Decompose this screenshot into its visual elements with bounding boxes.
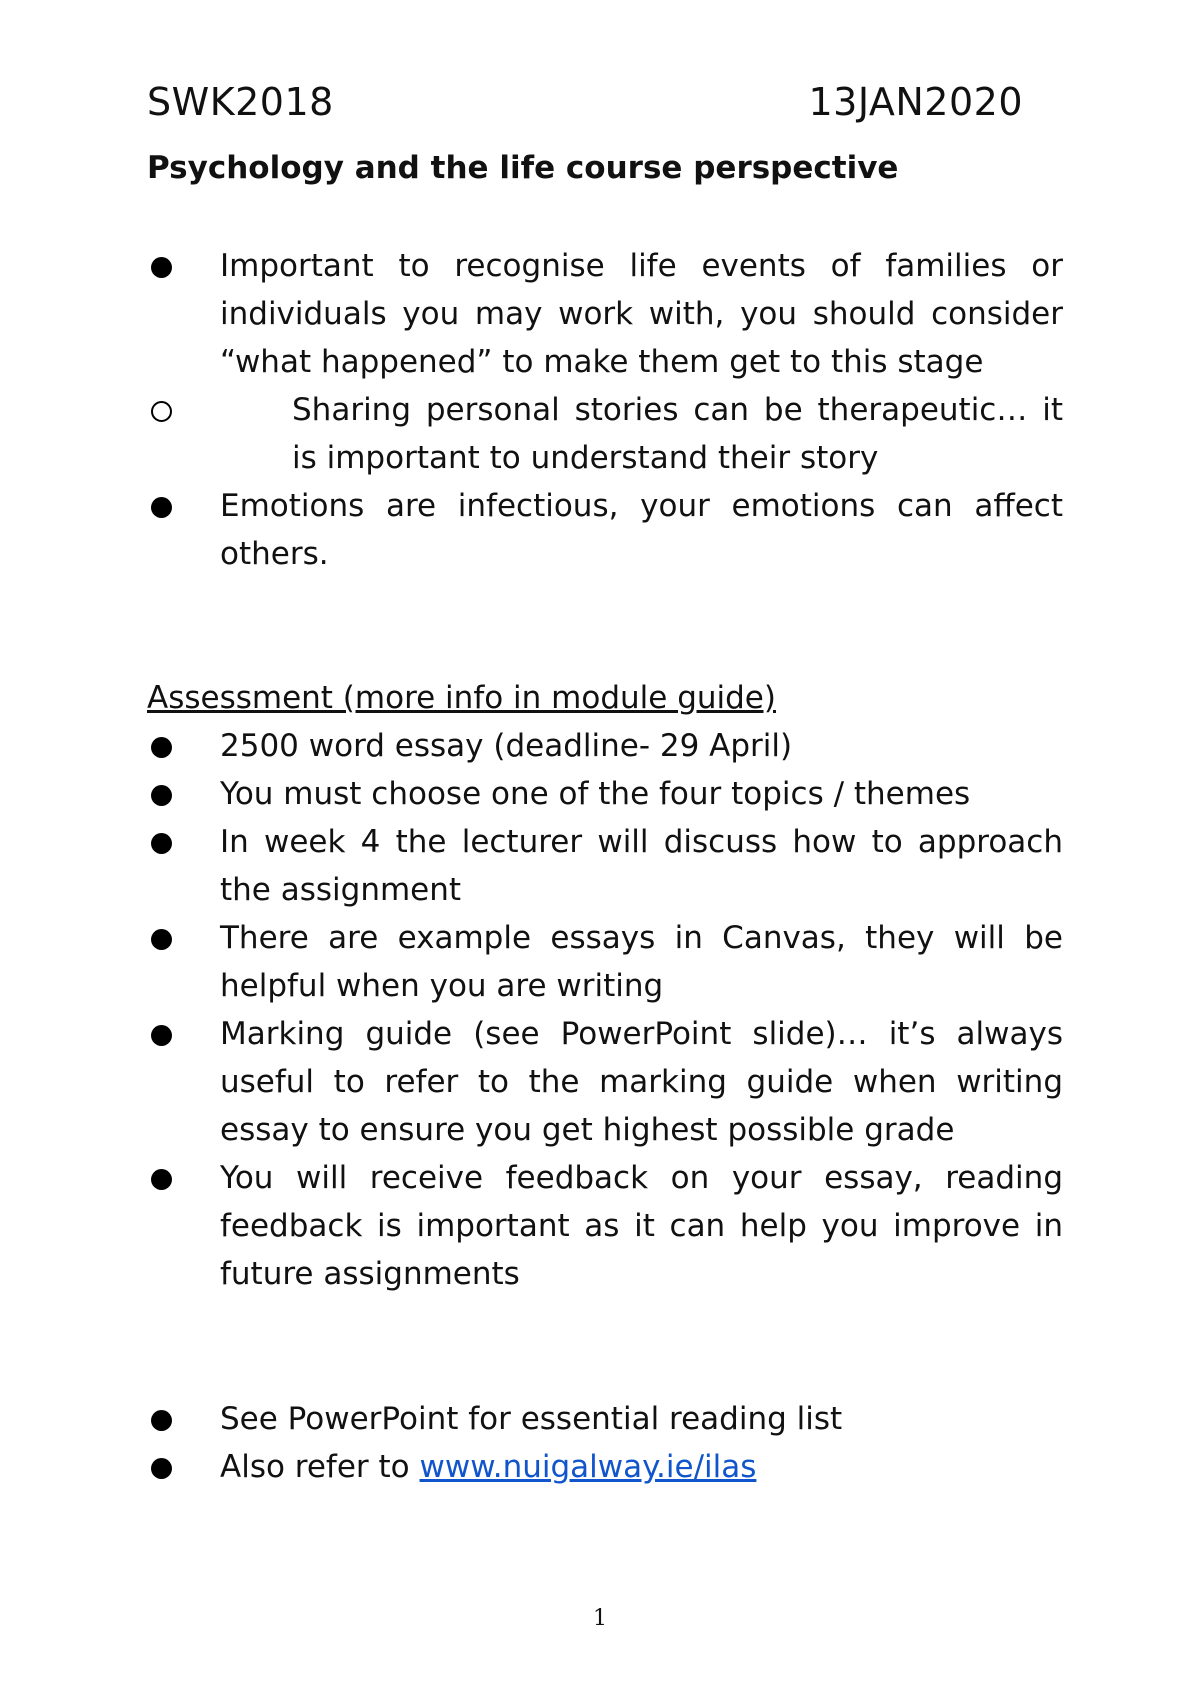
- module-code: SWK2018: [147, 80, 334, 124]
- assessment-heading: Assessment (more info in module guide): [147, 680, 776, 716]
- list-item-text: Also refer to: [220, 1449, 420, 1485]
- bullet-filled-icon: [151, 785, 172, 806]
- bullet-filled-icon: [151, 497, 172, 518]
- assessment-list: [147, 722, 1063, 1298]
- reading-list: [147, 1395, 1063, 1491]
- list-item: [147, 1010, 1063, 1154]
- list-item-sub: [147, 386, 1063, 482]
- list-item-text: Sharing personal stories can be therapeutic… it is important to understand their story: [292, 392, 1063, 476]
- list-item: [147, 722, 1063, 770]
- list-item-text: There are example essays in Canvas, they will be helpful when you are writing: [220, 920, 1063, 1004]
- bullet-hollow-icon: [151, 401, 172, 422]
- ilas-link[interactable]: www.nuigalway.ie/ilas: [419, 1449, 757, 1485]
- list-item-text: See PowerPoint for essential reading list: [220, 1401, 843, 1437]
- bullet-filled-icon: [151, 929, 172, 950]
- bullet-filled-icon: [151, 1169, 172, 1190]
- list-item-text: In week 4 the lecturer will discuss how to approach the assignment: [220, 824, 1063, 908]
- list-item: [147, 242, 1063, 386]
- page-title: Psychology and the life course perspective: [147, 150, 899, 186]
- list-item: [147, 770, 1063, 818]
- list-item-text: Marking guide (see PowerPoint slide)… it’s always useful to refer to the marking guide when writing essay to ensure you get highest possible grade: [220, 1016, 1063, 1148]
- page-number: 1: [593, 1606, 607, 1631]
- list-item: [147, 1154, 1063, 1298]
- list-item-text: Emotions are infectious, your emotions can affect others.: [220, 488, 1063, 572]
- bullet-filled-icon: [151, 1458, 172, 1479]
- bullet-filled-icon: [151, 737, 172, 758]
- lecture-date: 13JAN2020: [808, 80, 1023, 124]
- list-item-text: 2500 word essay (deadline- 29 April): [220, 728, 793, 764]
- bullet-filled-icon: [151, 1410, 172, 1431]
- bullet-filled-icon: [151, 1025, 172, 1046]
- list-item: [147, 482, 1063, 578]
- notes-list: [147, 242, 1063, 578]
- list-item: [147, 1443, 1063, 1491]
- bullet-filled-icon: [151, 833, 172, 854]
- list-item-text: You must choose one of the four topics / themes: [220, 776, 971, 812]
- bullet-filled-icon: [151, 257, 172, 278]
- list-item: [147, 1395, 1063, 1443]
- list-item-text: You will receive feedback on your essay, reading feedback is important as it can help you improve in future assignments: [220, 1160, 1063, 1292]
- header: [147, 74, 1023, 134]
- list-item: [147, 818, 1063, 914]
- list-item: [147, 914, 1063, 1010]
- list-item-text: Important to recognise life events of families or individuals you may work with, you should consider “what happened” to make them get to this stage: [220, 248, 1063, 380]
